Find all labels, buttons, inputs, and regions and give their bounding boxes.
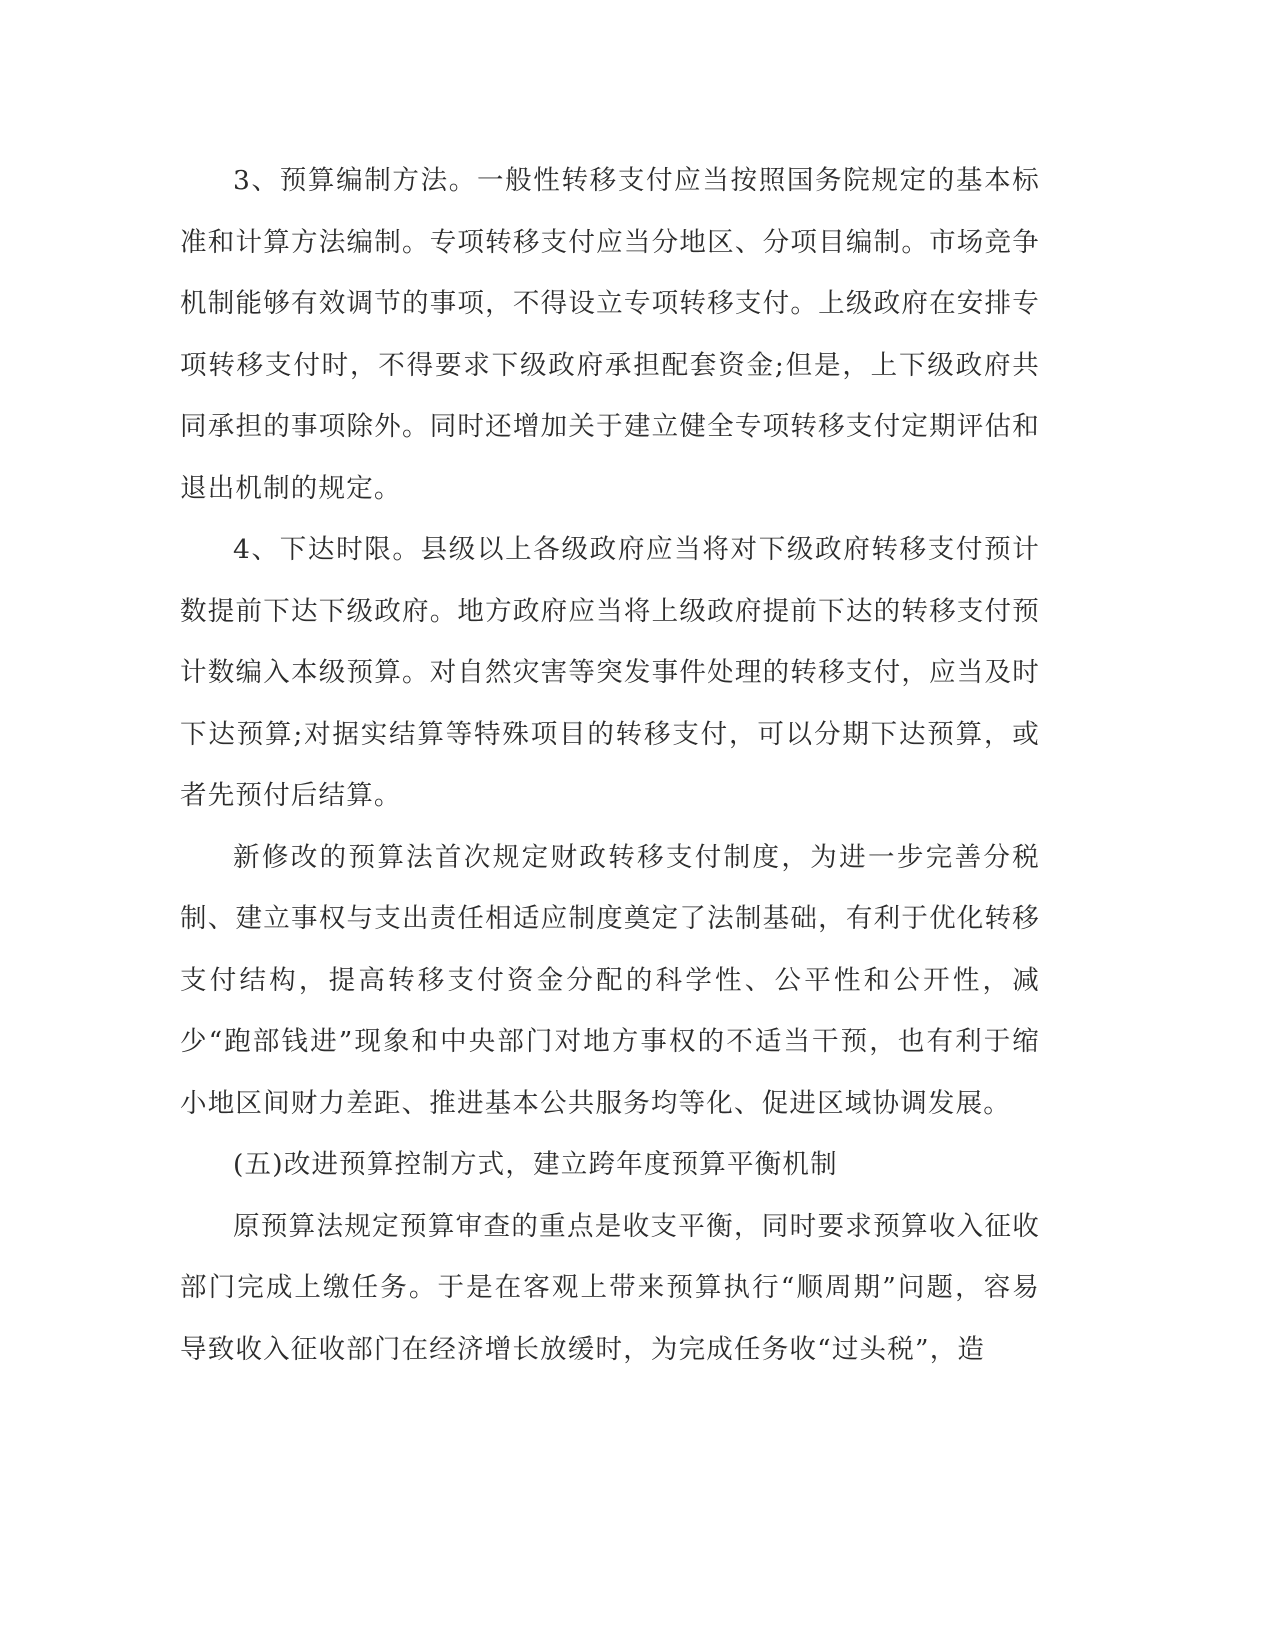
paragraph-original-budget-law: 原预算法规定预算审查的重点是收支平衡，同时要求预算收入征收部门完成上缴任务。于是在客观上带来预算执行“顺周期”问题，容易导致收入征收部门在经济增长放缓时，为完成任务收“过头税”，造 bbox=[180, 1210, 1040, 1365]
paragraph-issuance-deadline: 4、下达时限。县级以上各级政府应当将对下级政府转移支付预计数提前下达下级政府。地方政府应当将上级政府提前下达的转移支付预计数编入本级预算。对自然灾害等突发事件处理的转移支付，应当及时下达预算;对据实结算等特殊项目的转移支付，可以分期下达预算，或者先预付后结算。 bbox=[180, 534, 1040, 811]
paragraph-budget-preparation-method: 3、预算编制方法。一般性转移支付应当按照国务院规定的基本标准和计算方法编制。专项转移支付应当分地区、分项目编制。市场竞争机制能够有效调节的事项，不得设立专项转移支付。上级政府在安排专项转移支付时，不得要求下级政府承担配套资金;但是，上下级政府共同承担的事项除外。同时还增加关于建立健全专项转移支付定期评估和退出机制的规定。 bbox=[180, 165, 1040, 504]
paragraph-transfer-payment-system: 新修改的预算法首次规定财政转移支付制度，为进一步完善分税制、建立事权与支出责任相适应制度奠定了法制基础，有利于优化转移支付结构，提高转移支付资金分配的科学性、公平性和公开性，减少“跑部钱进”现象和中央部门对地方事权的不适当干预，也有利于缩小地区间财力差距、推进基本公共服务均等化、促进区域协调发展。 bbox=[180, 841, 1040, 1119]
document-body bbox=[180, 150, 1040, 1380]
section-heading-budget-control: (五)改进预算控制方式，建立跨年度预算平衡机制 bbox=[233, 1149, 838, 1180]
